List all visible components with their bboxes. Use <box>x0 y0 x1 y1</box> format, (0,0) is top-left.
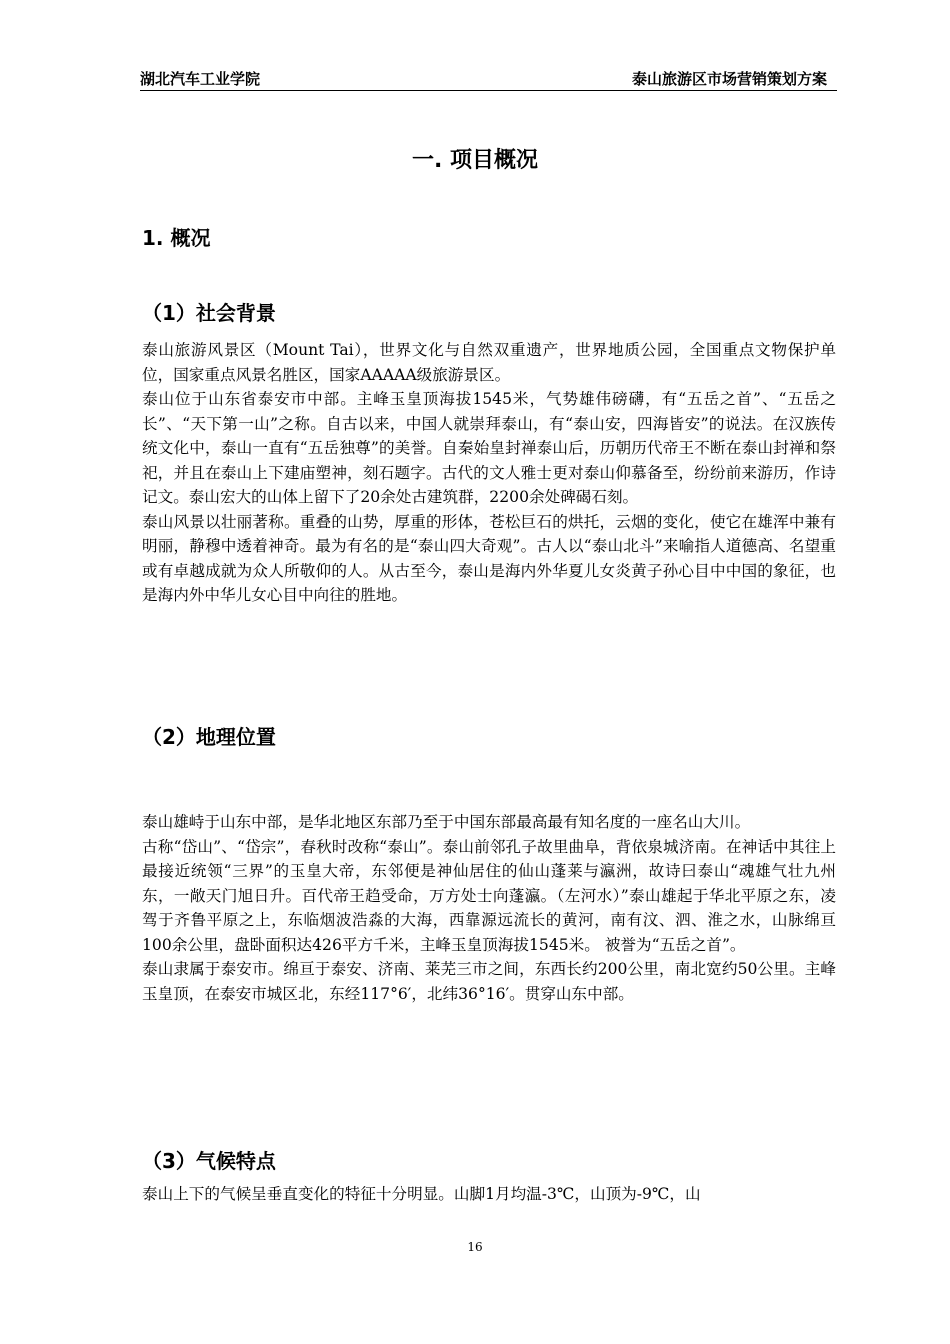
paragraph-group-social <box>142 338 836 608</box>
paragraph: 泰山隶属于泰安市。绵亘于泰安、济南、莱芜三市之间，东西长约200公里，南北宽约50公里。主峰玉皇顶，在泰安市城区北，东经117°6′，北纬36°16′。贯穿山东中部。 <box>142 960 836 1003</box>
page-number: 16 <box>467 1240 483 1254</box>
section-title: 1. 概况 <box>142 226 211 250</box>
subsection-title-geography: （2）地理位置 <box>142 725 276 749</box>
subsection-title-climate: （3）气候特点 <box>142 1149 276 1173</box>
paragraph: 泰山雄峙于山东中部，是华北地区东部乃至于中国东部最高最有知名度的一座名山大川。 <box>142 813 751 831</box>
paragraph: 泰山位于山东省泰安市中部。主峰玉皇顶海拔1545米，气势雄伟磅礴，有“五岳之首”、“五岳之长”、“天下第一山”之称。自古以来，中国人就崇拜泰山，有“泰山安，四海皆安”的说法。在汉族传统文化中，泰山一直有“五岳独尊”的美誉。自秦始皇封禅泰山后，历朝历代帝王不断在泰山封禅和祭祀，并且在泰山上下建庙塑神，刻石题字。古代的文人雅士更对泰山仰慕备至，纷纷前来游历，作诗记文。泰山宏大的山体上留下了20余处古建筑群，2200余处碑碣石刻。 <box>142 390 836 506</box>
paragraph: 泰山风景以壮丽著称。重叠的山势，厚重的形体，苍松巨石的烘托，云烟的变化，使它在雄浑中兼有明丽，静穆中透着神奇。最为有名的是“泰山四大奇观”。古人以“泰山北斗”来喻指人道德高、名望重或有卓越成就为众人所敬仰的人。从古至今，泰山是海内外华夏儿女炎黄子孙心目中中国的象征，也是海内外中华儿女心目中向往的胜地。 <box>142 512 836 604</box>
header-document-title: 泰山旅游区市场营销策划方案 <box>631 70 827 88</box>
header-school: 湖北汽车工业学院 <box>140 70 261 88</box>
paragraph-group-geography <box>142 810 836 1006</box>
paragraph: 古称“岱山”、“岱宗”，春秋时改称“泰山”。泰山前邻孔子故里曲阜，背依泉城济南。在神话中其往上最接近统领“三界”的玉皇大帝，东邻便是神仙居住的仙山蓬莱与瀛洲，故诗曰泰山“魂雄气壮九州东，一敞天门旭日升。百代帝王趋受命，万方处士向蓬瀛。（左河水）”泰山雄起于华北平原之东，凌驾于齐鲁平原之上，东临烟波浩淼的大海，西靠源远流长的黄河，南有汶、泗、淮之水，山脉绵亘100余公里，盘卧面积达426平方千米，主峰玉皇顶海拔1545米。 被誉为“五岳之首”。 <box>142 837 836 954</box>
paragraph: 泰山旅游风景区（Mount Tai），世界文化与自然双重遗产，世界地质公园，全国重点文物保护单位，国家重点风景名胜区，国家AAAAA级旅游景区。 <box>142 341 836 384</box>
page-header <box>140 66 837 91</box>
subsection-title-social: （1）社会背景 <box>142 301 276 325</box>
paragraph: 泰山上下的气候呈垂直变化的特征十分明显。山脚1月均温-3℃，山顶为-9℃，山 <box>142 1185 701 1203</box>
paragraph-group-climate <box>142 1182 836 1207</box>
chapter-title: 一. 项目概况 <box>411 148 539 173</box>
